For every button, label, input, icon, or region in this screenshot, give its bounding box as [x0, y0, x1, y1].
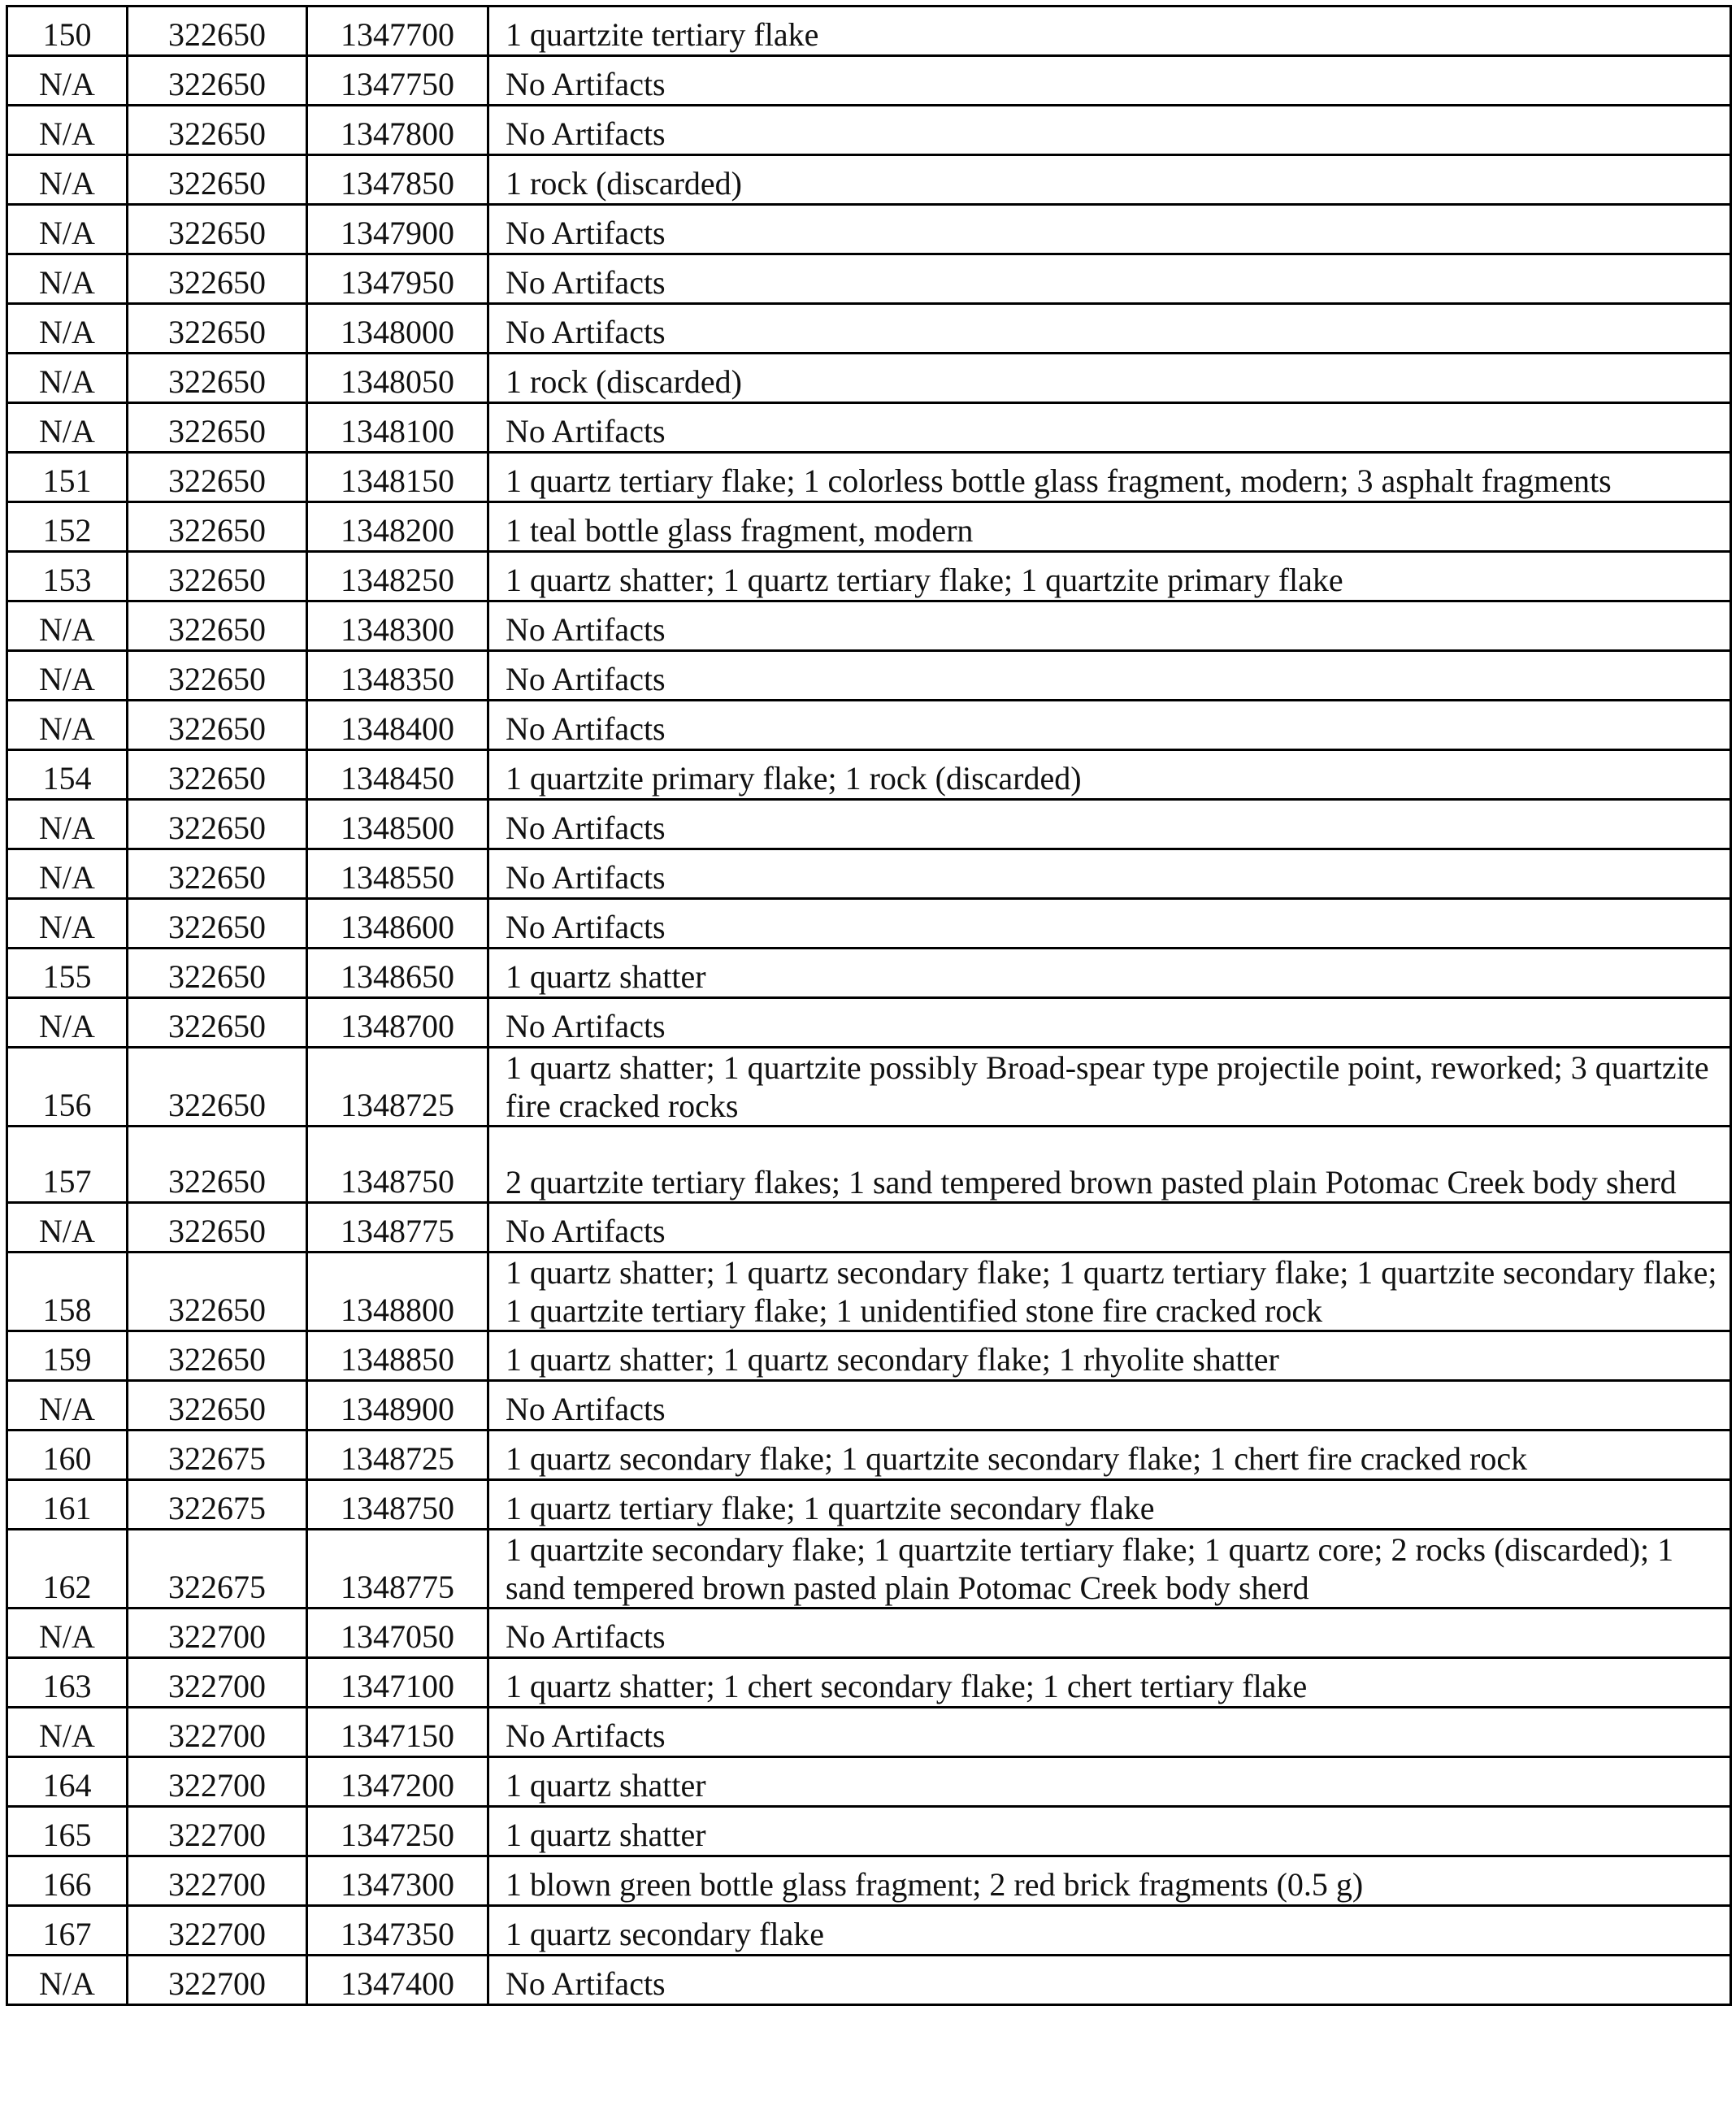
- northing-cell: 1348800: [307, 1253, 488, 1331]
- stp-number-cell: N/A: [7, 1708, 128, 1757]
- stp-number-cell: 161: [7, 1480, 128, 1530]
- easting-cell: 322650: [128, 1127, 307, 1203]
- stp-number-cell: 155: [7, 949, 128, 998]
- easting-cell: 322700: [128, 1906, 307, 1956]
- stp-number-cell: N/A: [7, 403, 128, 453]
- easting-cell: 322650: [128, 354, 307, 403]
- table-row: [7, 949, 1731, 998]
- table-row: [7, 56, 1731, 106]
- easting-cell: 322650: [128, 1253, 307, 1331]
- easting-cell: 322650: [128, 1048, 307, 1127]
- northing-cell: 1347050: [307, 1609, 488, 1658]
- table-row: [7, 601, 1731, 651]
- artifacts-cell: No Artifacts: [488, 998, 1731, 1048]
- stp-number-cell: 160: [7, 1431, 128, 1480]
- table-row: [7, 106, 1731, 155]
- stp-number-cell: N/A: [7, 106, 128, 155]
- easting-cell: 322700: [128, 1856, 307, 1906]
- table-row: [7, 899, 1731, 949]
- easting-cell: 322650: [128, 453, 307, 502]
- northing-cell: 1348725: [307, 1431, 488, 1480]
- artifacts-cell: 1 quartz shatter: [488, 949, 1731, 998]
- artifacts-cell: No Artifacts: [488, 403, 1731, 453]
- artifacts-cell: 1 quartz shatter; 1 chert secondary flake; 1 chert tertiary flake: [488, 1658, 1731, 1708]
- stp-number-cell: 164: [7, 1757, 128, 1807]
- stp-number-cell: N/A: [7, 800, 128, 849]
- northing-cell: 1348450: [307, 750, 488, 800]
- artifacts-cell: 1 quartz secondary flake: [488, 1906, 1731, 1956]
- table-row: [7, 1658, 1731, 1708]
- stp-number-cell: N/A: [7, 254, 128, 304]
- table-row: [7, 1956, 1731, 2005]
- northing-cell: 1347700: [307, 7, 488, 56]
- easting-cell: 322675: [128, 1431, 307, 1480]
- northing-cell: 1347950: [307, 254, 488, 304]
- artifacts-cell: No Artifacts: [488, 601, 1731, 651]
- artifacts-cell: No Artifacts: [488, 1203, 1731, 1253]
- shovel-test-table: [6, 5, 1732, 2006]
- table-row: [7, 750, 1731, 800]
- table-row: [7, 1331, 1731, 1381]
- easting-cell: 322650: [128, 254, 307, 304]
- artifacts-cell: 1 quartz tertiary flake; 1 quartzite secondary flake: [488, 1480, 1731, 1530]
- northing-cell: 1347200: [307, 1757, 488, 1807]
- artifacts-cell: No Artifacts: [488, 304, 1731, 354]
- stp-number-cell: N/A: [7, 205, 128, 254]
- stp-number-cell: N/A: [7, 155, 128, 205]
- stp-number-cell: N/A: [7, 56, 128, 106]
- northing-cell: 1348300: [307, 601, 488, 651]
- northing-cell: 1348350: [307, 651, 488, 701]
- northing-cell: 1347850: [307, 155, 488, 205]
- table-row: [7, 1048, 1731, 1127]
- northing-cell: 1348900: [307, 1381, 488, 1431]
- artifacts-cell: No Artifacts: [488, 205, 1731, 254]
- easting-cell: 322650: [128, 7, 307, 56]
- northing-cell: 1348750: [307, 1127, 488, 1203]
- stp-number-cell: N/A: [7, 1609, 128, 1658]
- artifacts-cell: No Artifacts: [488, 849, 1731, 899]
- easting-cell: 322650: [128, 701, 307, 750]
- easting-cell: 322700: [128, 1658, 307, 1708]
- table-row: [7, 998, 1731, 1048]
- stp-number-cell: 153: [7, 552, 128, 601]
- easting-cell: 322650: [128, 1381, 307, 1431]
- easting-cell: 322650: [128, 800, 307, 849]
- table-row: [7, 849, 1731, 899]
- northing-cell: 1348550: [307, 849, 488, 899]
- artifacts-cell: No Artifacts: [488, 1956, 1731, 2005]
- stp-number-cell: 157: [7, 1127, 128, 1203]
- easting-cell: 322650: [128, 849, 307, 899]
- artifacts-cell: No Artifacts: [488, 1609, 1731, 1658]
- easting-cell: 322650: [128, 56, 307, 106]
- artifacts-cell: 1 blown green bottle glass fragment; 2 red brick fragments (0.5 g): [488, 1856, 1731, 1906]
- artifacts-cell: No Artifacts: [488, 899, 1731, 949]
- stp-number-cell: N/A: [7, 601, 128, 651]
- northing-cell: 1348400: [307, 701, 488, 750]
- artifacts-cell: No Artifacts: [488, 1381, 1731, 1431]
- easting-cell: 322650: [128, 998, 307, 1048]
- northing-cell: 1348775: [307, 1203, 488, 1253]
- table-row: [7, 354, 1731, 403]
- easting-cell: 322700: [128, 1708, 307, 1757]
- artifacts-cell: 1 teal bottle glass fragment, modern: [488, 502, 1731, 552]
- northing-cell: 1348600: [307, 899, 488, 949]
- stp-number-cell: 156: [7, 1048, 128, 1127]
- easting-cell: 322650: [128, 205, 307, 254]
- table-body: [7, 7, 1731, 2005]
- stp-number-cell: N/A: [7, 998, 128, 1048]
- table-row: [7, 552, 1731, 601]
- stp-number-cell: N/A: [7, 354, 128, 403]
- stp-number-cell: 150: [7, 7, 128, 56]
- table-row: [7, 7, 1731, 56]
- easting-cell: 322650: [128, 403, 307, 453]
- stp-number-cell: 159: [7, 1331, 128, 1381]
- artifacts-cell: 2 quartzite tertiary flakes; 1 sand tempered brown pasted plain Potomac Creek body sherd: [488, 1127, 1731, 1203]
- artifacts-cell: No Artifacts: [488, 651, 1731, 701]
- northing-cell: 1348725: [307, 1048, 488, 1127]
- artifacts-cell: 1 quartzite secondary flake; 1 quartzite tertiary flake; 1 quartz core; 2 rocks (discarded); 1 sand tempered brown pasted plain Potomac Creek body sherd: [488, 1530, 1731, 1609]
- table-row: [7, 1530, 1731, 1609]
- artifacts-cell: 1 quartz shatter; 1 quartz secondary flake; 1 quartz tertiary flake; 1 quartzite secondary flake; 1 quartzite tertiary flake; 1 unidentified stone fire cracked rock: [488, 1253, 1731, 1331]
- table-row: [7, 701, 1731, 750]
- artifacts-cell: No Artifacts: [488, 56, 1731, 106]
- easting-cell: 322650: [128, 502, 307, 552]
- northing-cell: 1348500: [307, 800, 488, 849]
- table-row: [7, 205, 1731, 254]
- northing-cell: 1347750: [307, 56, 488, 106]
- easting-cell: 322675: [128, 1480, 307, 1530]
- artifacts-cell: 1 quartz shatter: [488, 1757, 1731, 1807]
- northing-cell: 1348775: [307, 1530, 488, 1609]
- stp-number-cell: 158: [7, 1253, 128, 1331]
- table-row: [7, 800, 1731, 849]
- stp-number-cell: 163: [7, 1658, 128, 1708]
- artifacts-cell: No Artifacts: [488, 800, 1731, 849]
- northing-cell: 1347300: [307, 1856, 488, 1906]
- table-row: [7, 304, 1731, 354]
- table-row: [7, 453, 1731, 502]
- table-row: [7, 651, 1731, 701]
- easting-cell: 322700: [128, 1807, 307, 1856]
- artifacts-cell: 1 rock (discarded): [488, 155, 1731, 205]
- stp-number-cell: N/A: [7, 304, 128, 354]
- table-row: [7, 502, 1731, 552]
- stp-number-cell: 162: [7, 1530, 128, 1609]
- stp-number-cell: N/A: [7, 651, 128, 701]
- stp-number-cell: N/A: [7, 849, 128, 899]
- stp-number-cell: 167: [7, 1906, 128, 1956]
- easting-cell: 322650: [128, 552, 307, 601]
- artifacts-cell: 1 quartz shatter: [488, 1807, 1731, 1856]
- stp-number-cell: N/A: [7, 1203, 128, 1253]
- artifacts-cell: 1 quartz shatter; 1 quartzite possibly Broad-spear type projectile point, reworked; 3 quartzite fire cracked rocks: [488, 1048, 1731, 1127]
- northing-cell: 1347350: [307, 1906, 488, 1956]
- northing-cell: 1348200: [307, 502, 488, 552]
- easting-cell: 322650: [128, 155, 307, 205]
- northing-cell: 1348650: [307, 949, 488, 998]
- northing-cell: 1348050: [307, 354, 488, 403]
- northing-cell: 1348250: [307, 552, 488, 601]
- table-row: [7, 1856, 1731, 1906]
- northing-cell: 1347900: [307, 205, 488, 254]
- northing-cell: 1347100: [307, 1658, 488, 1708]
- table-row: [7, 1609, 1731, 1658]
- table-row: [7, 1480, 1731, 1530]
- artifacts-cell: 1 quartz shatter; 1 quartz tertiary flake; 1 quartzite primary flake: [488, 552, 1731, 601]
- northing-cell: 1348700: [307, 998, 488, 1048]
- table-row: [7, 1381, 1731, 1431]
- artifacts-cell: 1 rock (discarded): [488, 354, 1731, 403]
- stp-number-cell: 166: [7, 1856, 128, 1906]
- artifacts-cell: 1 quartz shatter; 1 quartz secondary flake; 1 rhyolite shatter: [488, 1331, 1731, 1381]
- stp-number-cell: N/A: [7, 899, 128, 949]
- easting-cell: 322650: [128, 601, 307, 651]
- northing-cell: 1348100: [307, 403, 488, 453]
- stp-number-cell: N/A: [7, 1381, 128, 1431]
- artifacts-cell: No Artifacts: [488, 1708, 1731, 1757]
- easting-cell: 322650: [128, 750, 307, 800]
- table-row: [7, 155, 1731, 205]
- stp-number-cell: N/A: [7, 1956, 128, 2005]
- stp-number-cell: N/A: [7, 701, 128, 750]
- artifacts-cell: 1 quartz tertiary flake; 1 colorless bottle glass fragment, modern; 3 asphalt fragments: [488, 453, 1731, 502]
- table-row: [7, 403, 1731, 453]
- easting-cell: 322650: [128, 1331, 307, 1381]
- artifacts-cell: No Artifacts: [488, 106, 1731, 155]
- easting-cell: 322650: [128, 949, 307, 998]
- northing-cell: 1348850: [307, 1331, 488, 1381]
- artifacts-cell: 1 quartzite tertiary flake: [488, 7, 1731, 56]
- artifacts-cell: No Artifacts: [488, 254, 1731, 304]
- easting-cell: 322675: [128, 1530, 307, 1609]
- northing-cell: 1347150: [307, 1708, 488, 1757]
- easting-cell: 322700: [128, 1609, 307, 1658]
- stp-number-cell: 151: [7, 453, 128, 502]
- northing-cell: 1347800: [307, 106, 488, 155]
- easting-cell: 322650: [128, 106, 307, 155]
- northing-cell: 1348750: [307, 1480, 488, 1530]
- table-row: [7, 254, 1731, 304]
- stp-number-cell: 165: [7, 1807, 128, 1856]
- easting-cell: 322650: [128, 304, 307, 354]
- artifacts-cell: 1 quartz secondary flake; 1 quartzite secondary flake; 1 chert fire cracked rock: [488, 1431, 1731, 1480]
- artifacts-cell: No Artifacts: [488, 701, 1731, 750]
- easting-cell: 322700: [128, 1956, 307, 2005]
- easting-cell: 322650: [128, 651, 307, 701]
- table-row: [7, 1757, 1731, 1807]
- northing-cell: 1347250: [307, 1807, 488, 1856]
- northing-cell: 1348150: [307, 453, 488, 502]
- easting-cell: 322700: [128, 1757, 307, 1807]
- table-row: [7, 1708, 1731, 1757]
- easting-cell: 322650: [128, 1203, 307, 1253]
- table-row: [7, 1253, 1731, 1331]
- easting-cell: 322650: [128, 899, 307, 949]
- northing-cell: 1347400: [307, 1956, 488, 2005]
- northing-cell: 1348000: [307, 304, 488, 354]
- stp-number-cell: 152: [7, 502, 128, 552]
- table-row: [7, 1127, 1731, 1203]
- table-row: [7, 1431, 1731, 1480]
- table-row: [7, 1203, 1731, 1253]
- stp-number-cell: 154: [7, 750, 128, 800]
- table-row: [7, 1807, 1731, 1856]
- artifacts-cell: 1 quartzite primary flake; 1 rock (discarded): [488, 750, 1731, 800]
- table-row: [7, 1906, 1731, 1956]
